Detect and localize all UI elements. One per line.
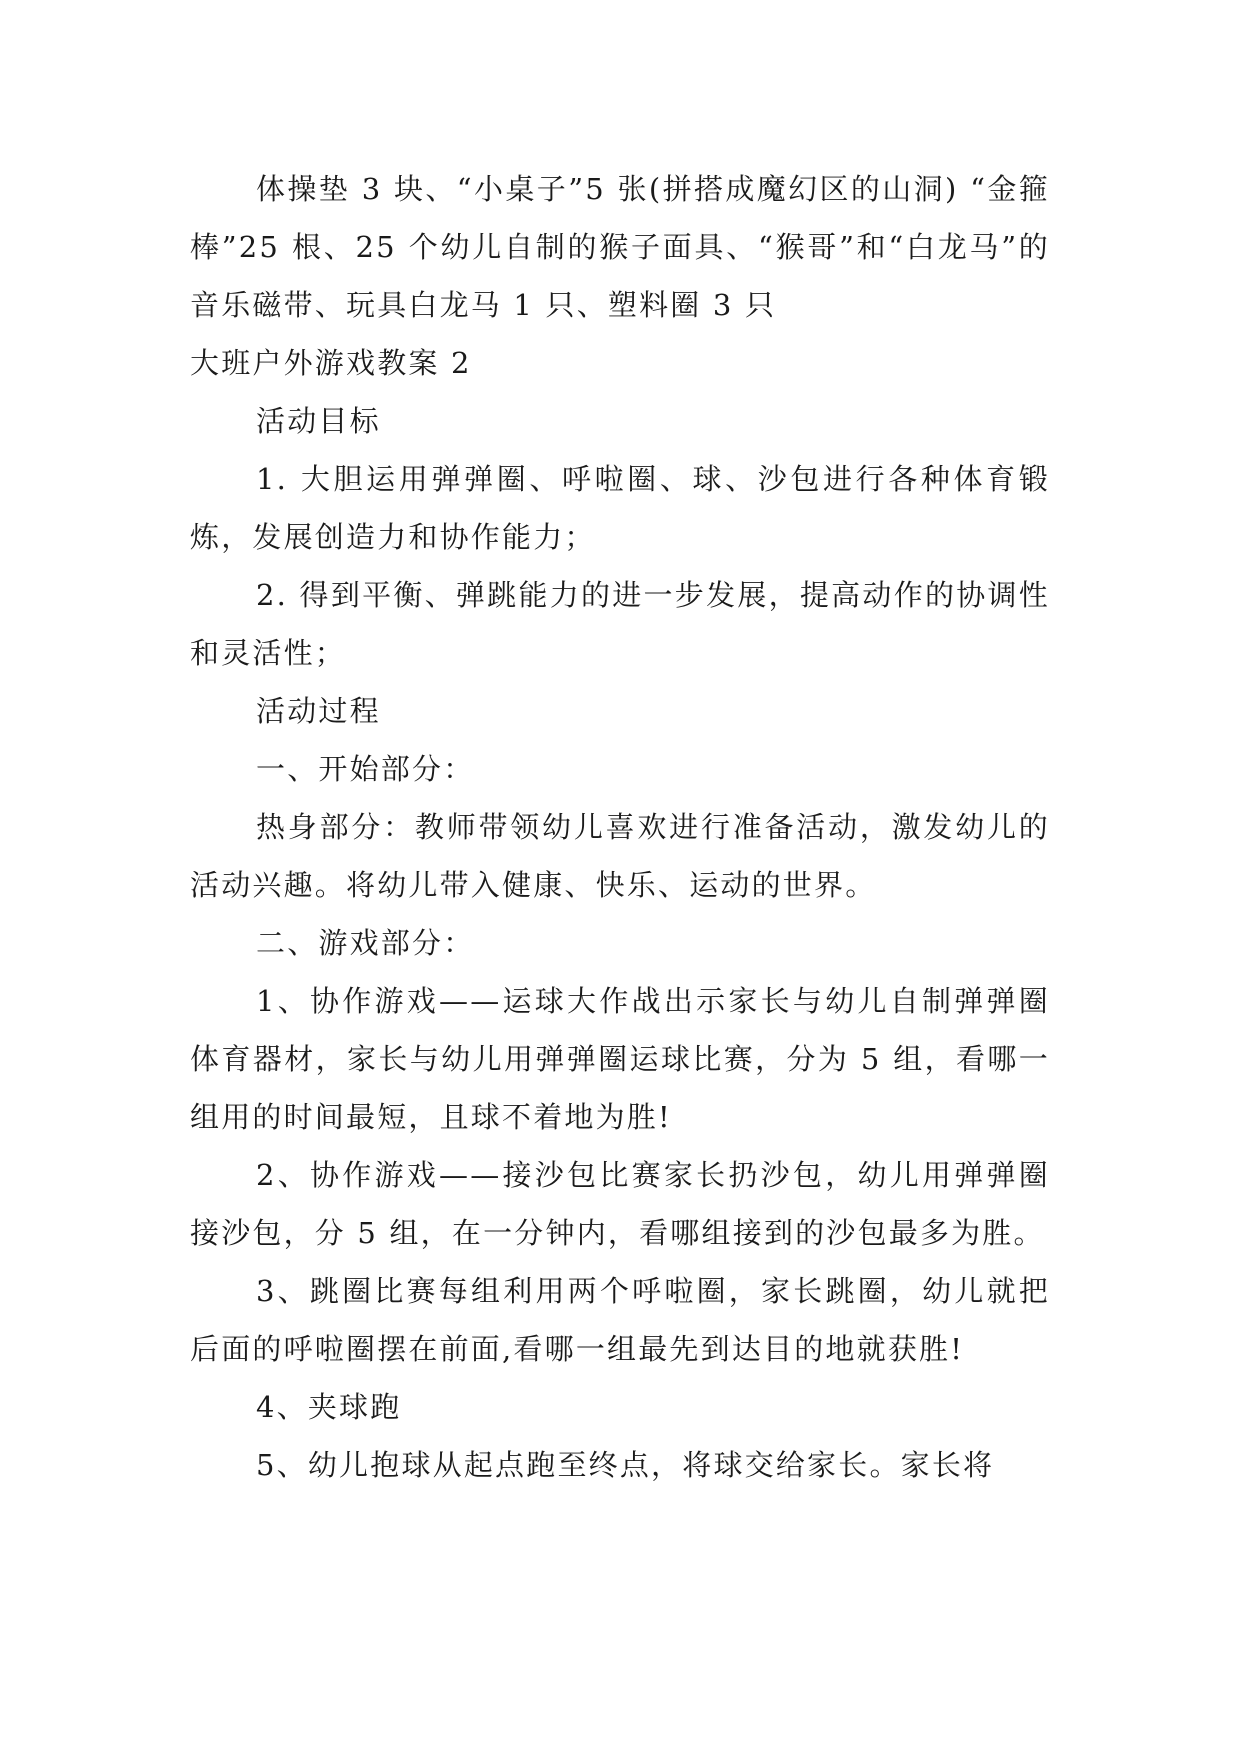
subheading-games: 二、游戏部分： xyxy=(256,926,475,960)
game-item-5: 5、幼儿抱球从起点跑至终点，将球交给家长。家长将 xyxy=(256,1448,995,1482)
materials-paragraph: 体操垫 3 块、“小桌子”5 张(拼搭成魔幻区的山洞) “金箍棒”25 根、25 个幼儿自制的猴子面具、“猴哥”和“白龙马”的音乐磁带、玩具白龙马 1 只、塑料圈 3 只 xyxy=(190,172,1050,322)
subheading-start: 一、开始部分： xyxy=(256,752,475,786)
game-item-3: 3、跳圈比赛每组利用两个呼啦圈，家长跳圈，幼儿就把后面的呼啦圈摆在前面,看哪一组最先到达目的地就获胜! xyxy=(190,1274,1050,1366)
section-heading-process: 活动过程 xyxy=(256,694,381,728)
goal-item-1: 1. 大胆运用弹弹圈、呼啦圈、球、沙包进行各种体育锻炼，发展创造力和协作能力； xyxy=(190,462,1050,554)
document-body xyxy=(190,160,1050,1494)
game-item-2: 2、协作游戏——接沙包比赛家长扔沙包，幼儿用弹弹圈接沙包，分 5 组，在一分钟内，看哪组接到的沙包最多为胜。 xyxy=(190,1158,1050,1250)
section-heading-goals: 活动目标 xyxy=(256,404,381,438)
goal-item-2: 2. 得到平衡、弹跳能力的进一步发展，提高动作的协调性和灵活性； xyxy=(190,578,1050,670)
game-item-1: 1、协作游戏——运球大作战出示家长与幼儿自制弹弹圈体育器材，家长与幼儿用弹弹圈运球比赛，分为 5 组，看哪一组用的时间最短，且球不着地为胜! xyxy=(190,984,1050,1134)
game-item-4: 4、夹球跑 xyxy=(256,1390,402,1424)
lesson-plan-title: 大班户外游戏教案 2 xyxy=(190,346,472,380)
warmup-paragraph: 热身部分：教师带领幼儿喜欢进行准备活动，激发幼儿的活动兴趣。将幼儿带入健康、快乐、运动的世界。 xyxy=(190,810,1050,902)
